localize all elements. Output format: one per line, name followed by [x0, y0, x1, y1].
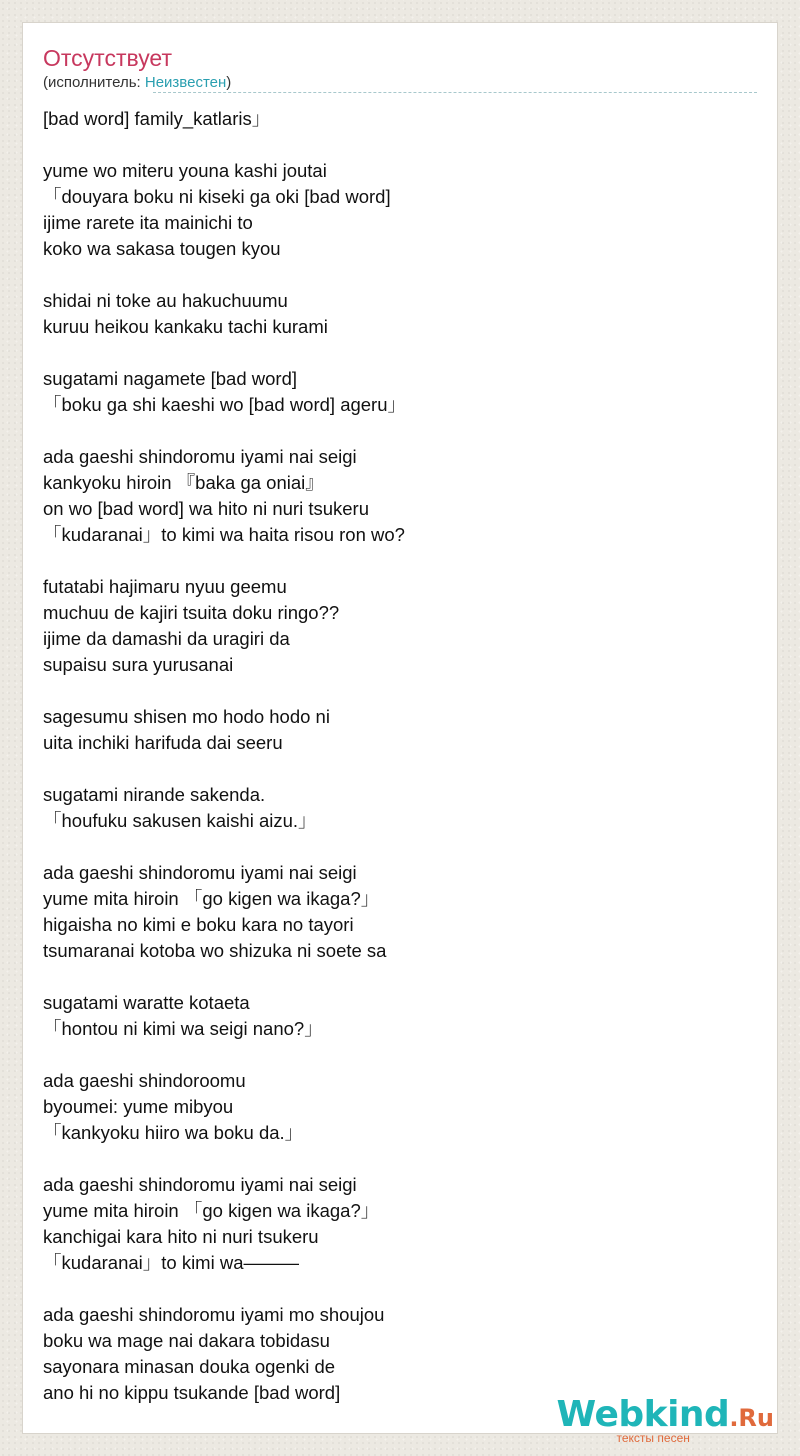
lyrics-card [22, 22, 778, 1434]
lyric-line: sugatami nirande sakenda. [43, 784, 266, 805]
lyric-line: ada gaeshi shindoromu iyami mo shoujou [43, 1304, 385, 1325]
lyric-line: futatabi hajimaru nyuu geemu [43, 576, 287, 597]
lyric-line: 「kankyoku hiiro wa boku da.」 [43, 1122, 304, 1143]
artist-link[interactable]: Неизвестен [144, 74, 227, 91]
lyric-line: boku wa mage nai dakara tobidasu [43, 1330, 330, 1351]
lyric-line: ijime da damashi da uragiri da [43, 628, 290, 649]
lyric-line [43, 834, 743, 860]
lyric-line: kuruu heikou kankaku tachi kurami [43, 316, 328, 337]
lyric-line: higaisha no kimi e boku kara no tayori [43, 914, 354, 935]
lyric-line: [bad word] family_katlaris」 [43, 108, 271, 129]
lyric-line [43, 418, 743, 444]
lyric-line: ada gaeshi shindoromu iyami nai seigi [43, 1174, 357, 1195]
lyric-line: on wo [bad word] wa hito ni nuri tsukeru [43, 498, 369, 519]
logo-brand: Webkind [556, 1394, 730, 1435]
lyric-line: 「hontou ni kimi wa seigi nano?」 [43, 1018, 323, 1039]
lyric-line: koko wa sakasa tougen kyou [43, 238, 281, 259]
lyric-line: yume wo miteru youna kashi joutai [43, 160, 327, 181]
lyric-line: ijime rarete ita mainichi to [43, 212, 253, 233]
song-title: Отсутствует [43, 45, 172, 71]
lyric-line: sugatami nagamete [bad word] [43, 368, 298, 389]
logo-tld: .Ru [729, 1404, 774, 1432]
lyric-line: ada gaeshi shindoromu iyami nai seigi [43, 446, 357, 467]
lyric-line: ada gaeshi shindoroomu [43, 1070, 246, 1091]
lyric-line [43, 132, 743, 158]
lyric-line [43, 1276, 743, 1302]
lyric-line: shidai ni toke au hakuchuumu [43, 290, 288, 311]
lyric-line: tsumaranai kotoba wo shizuka ni soete sa [43, 940, 387, 961]
lyric-line: kankyoku hiroin 『baka ga oniai』 [43, 472, 324, 493]
lyric-line: 「houfuku sakusen kaishi aizu.」 [43, 810, 317, 831]
lyric-line: 「boku ga shi kaeshi wo [bad word] ageru」 [43, 394, 407, 415]
lyric-line: sayonara minasan douka ogenki de [43, 1356, 336, 1377]
lyric-line [43, 548, 743, 574]
artist-prefix: (исполнитель: [43, 74, 145, 91]
lyric-line: byoumei: yume mibyou [43, 1096, 234, 1117]
lyric-line [43, 262, 743, 288]
lyric-line: 「kudaranai」to kimi wa haita risou ron wo? [43, 524, 405, 545]
lyric-line: uita inchiki harifuda dai seeru [43, 732, 283, 753]
lyric-line [43, 756, 743, 782]
lyric-line [43, 1042, 743, 1068]
lyric-line [43, 678, 743, 704]
site-logo[interactable] [556, 1394, 774, 1445]
lyric-line: muchuu de kajiri tsuita doku ringo?? [43, 602, 340, 623]
lyric-line: sugatami waratte kotaeta [43, 992, 250, 1013]
lyric-line: supaisu sura yurusanai [43, 654, 234, 675]
lyrics-body [43, 106, 743, 1406]
lyric-line: kanchigai kara hito ni nuri tsukeru [43, 1226, 319, 1247]
lyric-line: ano hi no kippu tsukande [bad word] [43, 1382, 341, 1403]
lyric-line: yume mita hiroin 「go kigen wa ikaga?」 [43, 888, 380, 909]
lyric-line [43, 964, 743, 990]
logo-tagline: тексты песен [616, 1431, 690, 1445]
lyric-line: 「kudaranai」to kimi wa——— [43, 1252, 299, 1273]
lyric-line [43, 1146, 743, 1172]
lyric-line: yume mita hiroin 「go kigen wa ikaga?」 [43, 1200, 380, 1221]
lyric-line: sagesumu shisen mo hodo hodo ni [43, 706, 330, 727]
artist-suffix: ) [226, 74, 232, 91]
lyric-line: ada gaeshi shindoromu iyami nai seigi [43, 862, 357, 883]
lyric-line: 「douyara boku ni kiseki ga oki [bad word] [43, 186, 391, 207]
header-divider [153, 92, 757, 93]
lyric-line [43, 340, 743, 366]
artist-line [43, 73, 231, 93]
